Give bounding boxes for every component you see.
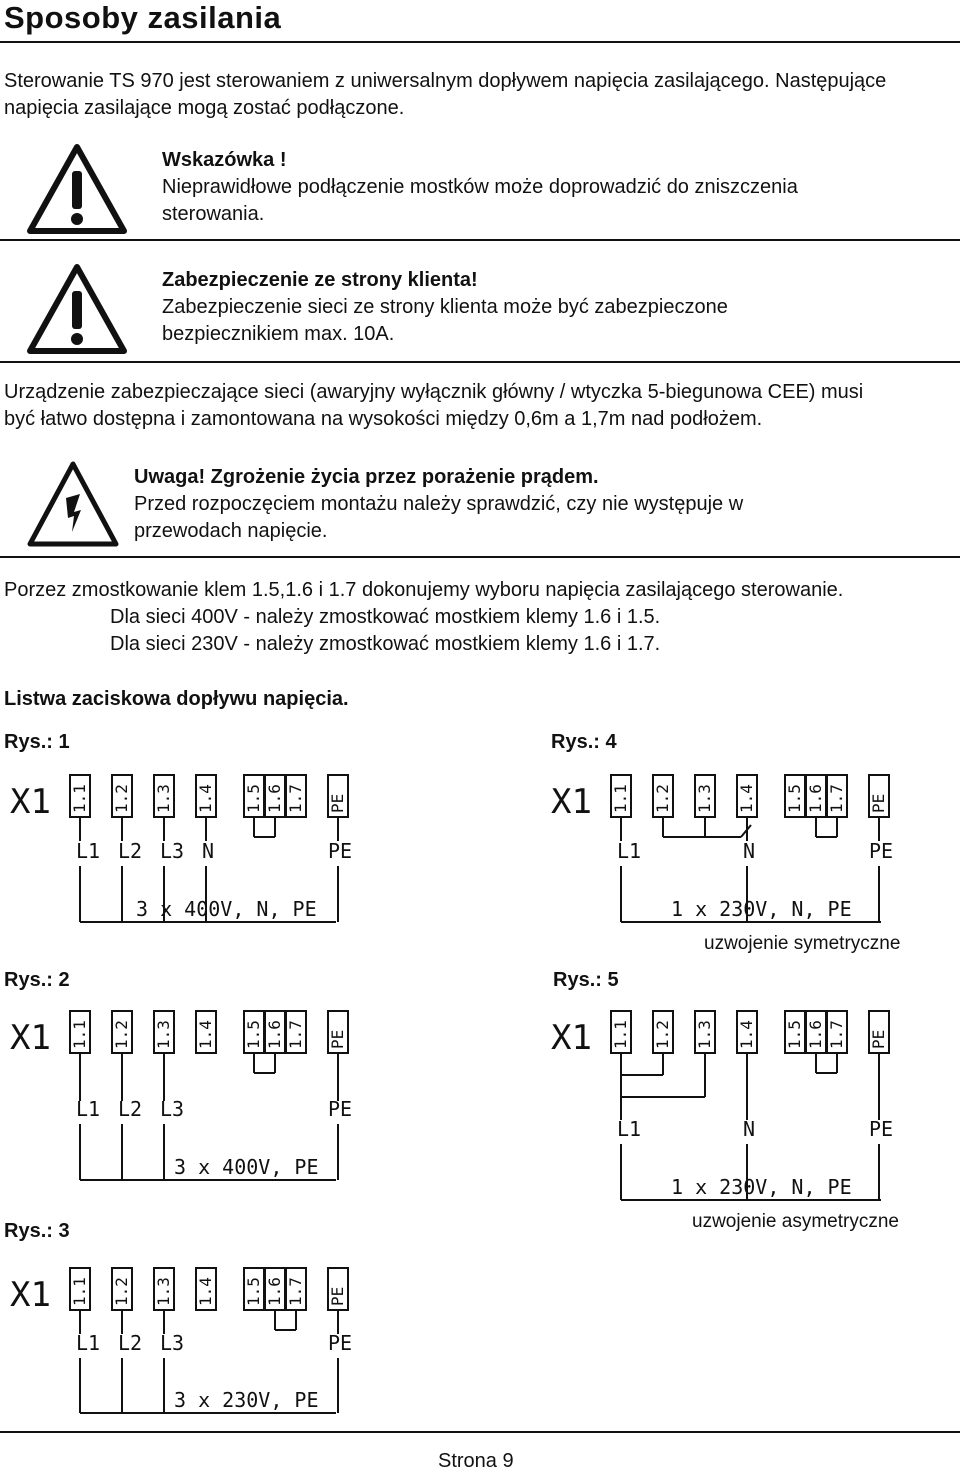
terminal-label: 1.6 <box>806 784 825 813</box>
terminal-label: PE <box>869 1029 888 1049</box>
line-label: PE <box>869 1117 894 1141</box>
page-title: Sposoby zasilania <box>4 0 282 35</box>
terminal-heading: Listwa zaciskowa dopływu napięcia. <box>4 688 349 710</box>
terminal-label: 1.1 <box>611 784 630 813</box>
terminal-label: PE <box>869 793 888 813</box>
bridging-line: Dla sieci 400V - należy zmostkować mostkiem klemy 1.6 i 1.5. <box>110 606 661 628</box>
terminal-label: 1.2 <box>653 784 672 813</box>
terminal-label: 1.1 <box>70 784 89 813</box>
terminal-label: 1.4 <box>196 1020 215 1049</box>
terminal-label: 1.6 <box>265 784 284 813</box>
terminal-label: 1.3 <box>154 784 173 813</box>
note-line: Nieprawidłowe podłączenie mostków może doprowadzić do zniszczenia <box>162 176 798 198</box>
terminal-label: 1.4 <box>196 1277 215 1306</box>
line-label: L1 <box>617 1117 642 1141</box>
terminal-label: 1.7 <box>827 1020 846 1049</box>
danger-line: przewodach napięcie. <box>134 520 328 542</box>
terminal-label: 1.7 <box>286 1277 305 1306</box>
intro-line: Sterowanie TS 970 jest sterowaniem z uniwersalnym dopływem napięcia zasilającego. Następujące <box>4 70 887 92</box>
terminal-label: PE <box>328 1286 347 1306</box>
terminal-label: 1.6 <box>265 1020 284 1049</box>
supply-label: 1 x 230V, N, PE <box>671 897 852 921</box>
figure-label: Rys.: 3 <box>4 1220 70 1242</box>
line-label: N <box>743 1117 756 1141</box>
line-label: PE <box>328 1097 353 1121</box>
terminal-block-name: X1 <box>551 1018 592 1058</box>
bridging-line: Dla sieci 230V - należy zmostkować mostkiem klemy 1.6 i 1.7. <box>110 633 661 655</box>
wiring-diagram <box>551 1011 893 1200</box>
figure-label: Rys.: 2 <box>4 969 70 991</box>
terminal-label: 1.5 <box>785 784 804 813</box>
terminal-label: 1.2 <box>653 1020 672 1049</box>
line-label: L1 <box>76 839 101 863</box>
terminal-label: 1.3 <box>154 1020 173 1049</box>
terminal-block-name: X1 <box>551 782 592 822</box>
terminal-label: 1.2 <box>112 1020 131 1049</box>
line-label: L1 <box>76 1331 101 1355</box>
terminal-block-name: X1 <box>10 1018 51 1058</box>
terminal-label: 1.5 <box>244 784 263 813</box>
terminal-label: 1.6 <box>265 1277 284 1306</box>
supply-label: 3 x 400V, PE <box>174 1155 319 1179</box>
terminal-label: 1.4 <box>737 784 756 813</box>
line-label: PE <box>869 839 894 863</box>
wiring-diagram <box>10 1011 352 1180</box>
terminal-label: 1.2 <box>112 1277 131 1306</box>
terminal-label: 1.1 <box>611 1020 630 1049</box>
terminal-label: PE <box>328 1029 347 1049</box>
terminal-block-name: X1 <box>10 1275 51 1315</box>
terminal-label: 1.3 <box>154 1277 173 1306</box>
supply-label: 1 x 230V, N, PE <box>671 1175 852 1199</box>
line-label: L2 <box>118 1097 143 1121</box>
terminal-label: 1.6 <box>806 1020 825 1049</box>
wiring-diagram <box>10 1268 352 1413</box>
terminal-block-name: X1 <box>10 782 51 822</box>
figure-caption: uzwojenie symetryczne <box>704 933 901 954</box>
terminal-label: 1.4 <box>737 1020 756 1049</box>
terminal-label: 1.1 <box>70 1277 89 1306</box>
danger-line: Przed rozpoczęciem montażu należy sprawdzić, czy nie występuje w <box>134 493 744 515</box>
terminal-label: 1.5 <box>244 1020 263 1049</box>
device-line: być łatwo dostępna i zamontowana na wysokości między 0,6m a 1,7m nad podłożem. <box>4 408 763 430</box>
line-label: L3 <box>160 1331 185 1355</box>
terminal-label: 1.1 <box>70 1020 89 1049</box>
note-line: Zabezpieczenie sieci ze strony klienta może być zabezpieczone <box>162 296 728 318</box>
footer-rule <box>0 1431 960 1433</box>
line-label: L2 <box>118 1331 143 1355</box>
device-line: Urządzenie zabezpieczające sieci (awaryjny wyłącznik główny / wtyczka 5-biegunowa CEE) musi <box>4 381 864 403</box>
figure-caption: uzwojenie asymetryczne <box>692 1211 899 1232</box>
terminal-label: 1.5 <box>244 1277 263 1306</box>
terminal-label: 1.7 <box>286 1020 305 1049</box>
note-line: sterowania. <box>162 203 265 225</box>
figure-label: Rys.: 4 <box>551 731 617 753</box>
line-label: L3 <box>160 839 185 863</box>
line-label: L3 <box>160 1097 185 1121</box>
wiring-diagram <box>551 775 893 922</box>
line-label: L2 <box>118 839 143 863</box>
line-label: N <box>202 839 215 863</box>
line-label: L1 <box>617 839 642 863</box>
terminal-label: 1.2 <box>112 784 131 813</box>
figure-label: Rys.: 5 <box>553 969 619 991</box>
intro-line: napięcia zasilające mogą zostać podłączone. <box>4 97 405 119</box>
line-label: N <box>743 839 756 863</box>
terminal-label: 1.3 <box>695 1020 714 1049</box>
figure-label: Rys.: 1 <box>4 731 70 753</box>
terminal-label: 1.3 <box>695 784 714 813</box>
wiring-diagram <box>10 775 352 922</box>
supply-label: 3 x 230V, PE <box>174 1388 319 1412</box>
terminal-label: PE <box>328 793 347 813</box>
bridging-line: Porzez zmostkowanie klem 1.5,1.6 i 1.7 dokonujemy wyboru napięcia zasilającego sterowanie. <box>4 579 844 601</box>
note-heading: Wskazówka ! <box>162 149 287 171</box>
danger-heading: Uwaga! Zgrożenie życia przez porażenie prądem. <box>134 466 599 488</box>
terminal-label: 1.4 <box>196 784 215 813</box>
line-label: L1 <box>76 1097 101 1121</box>
note-heading: Zabezpieczenie ze strony klienta! <box>162 269 478 291</box>
note-line: bezpiecznikiem max. 10A. <box>162 323 395 345</box>
terminal-label: 1.7 <box>286 784 305 813</box>
terminal-label: 1.5 <box>785 1020 804 1049</box>
page-number: Strona 9 <box>438 1450 514 1472</box>
supply-label: 3 x 400V, N, PE <box>136 897 317 921</box>
line-label: PE <box>328 839 353 863</box>
line-label: PE <box>328 1331 353 1355</box>
terminal-label: 1.7 <box>827 784 846 813</box>
